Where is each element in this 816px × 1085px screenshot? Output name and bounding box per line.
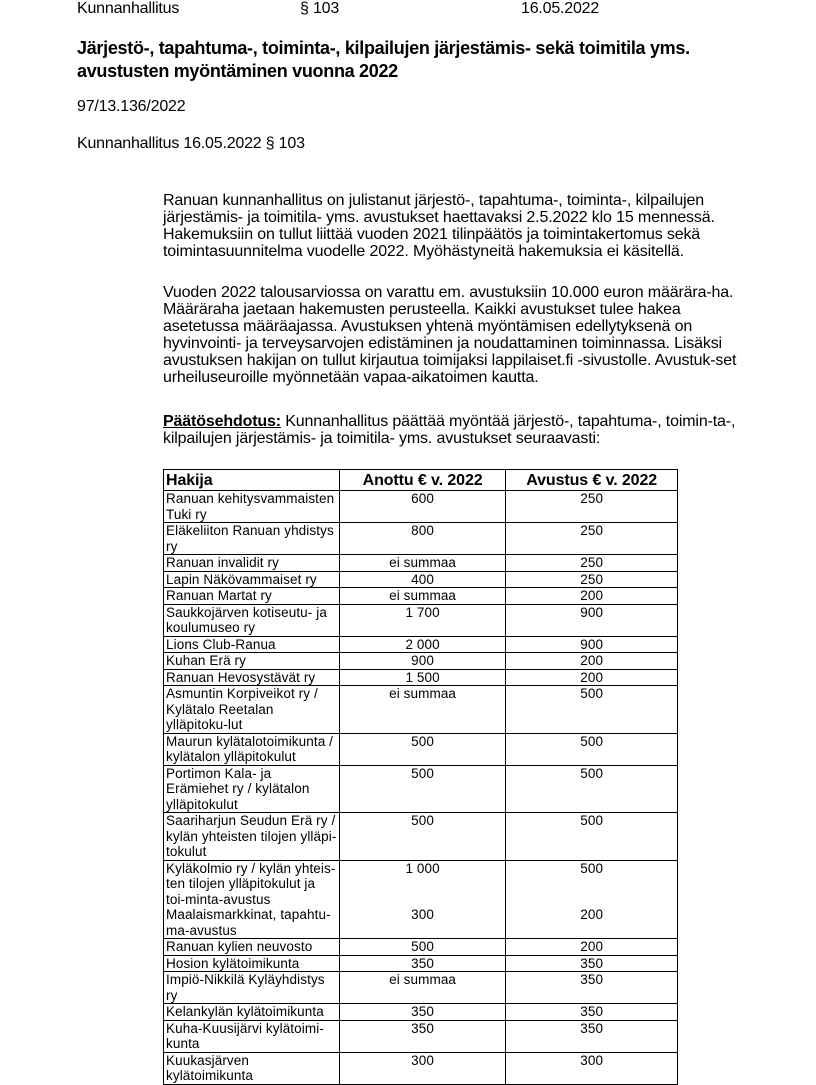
granted-cell <box>506 860 678 939</box>
table-row <box>164 571 678 588</box>
table-row <box>164 939 678 956</box>
requested-cell: 400 <box>339 571 506 588</box>
applicant-cell: Ranuan invalidit ry <box>164 555 340 572</box>
granted-cell: 300 <box>506 1052 678 1084</box>
granted-cell: 500 <box>506 813 678 861</box>
table-row <box>164 733 678 765</box>
requested-cell <box>339 860 506 939</box>
granted-cell: 200 <box>506 653 678 670</box>
requested-cell: ei summaa <box>339 972 506 1004</box>
requested-cell: 1 700 <box>339 604 506 636</box>
applicant-cell: Eläkeliiton Ranuan yhdistys ry <box>164 523 340 555</box>
granted-spacer <box>508 876 675 907</box>
applicant-cell: Saukkojärven kotiseutu- ja koulumuseo ry <box>164 604 340 636</box>
applicant-cell: Ranuan Hevosystävät ry <box>164 669 340 686</box>
proposal-text: Kunnanhallitus päättää myöntää järjestö-, tapahtuma-, toimin-ta-, kilpailujen järjestämis- ja toimitila- yms. avustukset seuraavasti: <box>163 413 736 447</box>
budget-paragraph: Vuoden 2022 talousarviossa on varattu em. avustuksiin 10.000 euron määrära-ha. Määräraha jaetaan hakemusten perusteella. Kaikki avustukset tulee hakea asetetussa määräajassa. Avustuksen yhtenä myöntämisen edellytyksenä on hyvinvointi- ja terveysarvojen edistäminen ja noudattaminen toiminnassa. Lisäksi avustuksen hakijan on tullut kirjautua toimijaksi lappilaiset.fi -sivustolle. Avustuk-set urheiluseuroille myönnetään vapaa-aikatoimen kautta. <box>163 284 737 386</box>
granted-cell: 200 <box>506 588 678 605</box>
requested-cell: ei summaa <box>339 686 506 734</box>
requested-sub: 300 <box>411 907 434 922</box>
granted-cell: 350 <box>506 1020 678 1052</box>
table-row <box>164 860 678 939</box>
table-row <box>164 588 678 605</box>
intro-paragraph: Ranuan kunnanhallitus on julistanut järjestö-, tapahtuma-, toiminta-, kilpailujen järjestämis- ja toimitila- yms. avustukset haettavaksi 2.5.2022 klo 15 mennessä. Hakemuksiin on tullut liittää vuoden 2021 tilinpäätös ja toimintakertomus sekä toimintasuunnitelma vuodelle 2022. Myöhästyneitä hakemuksia ei käsitellä. <box>163 192 715 260</box>
column-header-applicant: Hakija <box>164 470 340 491</box>
applicant-cell: Maurun kylätalotoimikunta / kylätalon ylläpitokulut <box>164 733 340 765</box>
applicant-cell: Kuha-Kuusijärvi kylätoimi-kunta <box>164 1020 340 1052</box>
requested-cell: 500 <box>339 813 506 861</box>
table-row <box>164 1020 678 1052</box>
table-row <box>164 972 678 1004</box>
table-row <box>164 653 678 670</box>
granted-cell: 500 <box>506 733 678 765</box>
applicant-cell: Ranuan Martat ry <box>164 588 340 605</box>
granted-cell: 900 <box>506 636 678 653</box>
grants-table <box>163 469 678 1085</box>
granted-cell: 500 <box>506 765 678 813</box>
applicant-cell: Impiö-Nikkilä Kyläyhdistys ry <box>164 972 340 1004</box>
requested-cell: 2 000 <box>339 636 506 653</box>
requested-cell: 600 <box>339 491 506 523</box>
granted-sub: 200 <box>580 907 604 922</box>
granted-cell: 350 <box>506 1004 678 1021</box>
requested-cell: 500 <box>339 939 506 956</box>
granted-cell: 200 <box>506 939 678 956</box>
applicant-cell: Kuhan Erä ry <box>164 653 340 670</box>
applicant-cell: Kuukasjärven kylätoimikunta <box>164 1052 340 1084</box>
meeting-reference: Kunnanhallitus 16.05.2022 § 103 <box>77 135 305 152</box>
requested-cell: 300 <box>339 1052 506 1084</box>
table-row <box>164 686 678 734</box>
table-row <box>164 523 678 555</box>
proposal-label: Päätösehdotus: <box>163 413 281 430</box>
granted-cell: 350 <box>506 972 678 1004</box>
granted-cell: 250 <box>506 571 678 588</box>
granted-cell: 500 <box>506 686 678 734</box>
applicant-cell: Saariharjun Seudun Erä ry / kylän yhteisten tilojen ylläpi-tokulut <box>164 813 340 861</box>
applicant-cell: Ranuan kehitysvammaisten Tuki ry <box>164 491 340 523</box>
applicant-sub: Maalaismarkkinat, tapahtu-ma-avustus <box>166 907 331 938</box>
table-row <box>164 813 678 861</box>
table-row <box>164 1052 678 1084</box>
proposal-paragraph <box>163 413 743 447</box>
column-header-granted: Avustus € v. 2022 <box>506 470 678 491</box>
table-row <box>164 955 678 972</box>
granted-main: 500 <box>580 860 604 876</box>
header-date: 16.05.2022 <box>521 0 600 17</box>
requested-cell: 800 <box>339 523 506 555</box>
granted-cell: 900 <box>506 604 678 636</box>
table-row <box>164 555 678 572</box>
granted-cell: 250 <box>506 523 678 555</box>
granted-cell: 250 <box>506 491 678 523</box>
table-row <box>164 765 678 813</box>
requested-cell: 900 <box>339 653 506 670</box>
table-row <box>164 669 678 686</box>
table-row <box>164 1004 678 1021</box>
table-row <box>164 636 678 653</box>
applicant-cell: Portimon Kala- ja Erämiehet ry / kylätalon ylläpitokulut <box>164 765 340 813</box>
granted-cell: 200 <box>506 669 678 686</box>
applicant-cell: Asmuntin Korpiveikot ry / Kylätalo Reetalan ylläpitoku-lut <box>164 686 340 734</box>
applicant-cell: Hosion kylätoimikunta <box>164 955 340 972</box>
requested-cell: ei summaa <box>339 588 506 605</box>
header-body-name: Kunnanhallitus <box>77 0 180 17</box>
requested-cell: 1 500 <box>339 669 506 686</box>
requested-main: 1 000 <box>405 860 440 876</box>
applicant-cell: Lions Club-Ranua <box>164 636 340 653</box>
table-row <box>164 491 678 523</box>
requested-cell: 500 <box>339 733 506 765</box>
requested-cell: ei summaa <box>339 555 506 572</box>
document-title: Järjestö-, tapahtuma-, toiminta-, kilpailujen järjestämis- sekä toimitila yms. avustusten myöntäminen vuonna 2022 <box>77 38 690 81</box>
requested-spacer <box>342 876 504 907</box>
granted-cell: 250 <box>506 555 678 572</box>
applicant-main: Kyläkolmio ry / kylän yhteis-ten tilojen ylläpitokulut ja toi-minta-avustus <box>166 860 336 907</box>
column-header-requested: Anottu € v. 2022 <box>339 470 506 491</box>
table-row <box>164 604 678 636</box>
requested-cell: 350 <box>339 1004 506 1021</box>
applicant-cell: Lapin Näkövammaiset ry <box>164 571 340 588</box>
header-section-number: § 103 <box>300 0 340 17</box>
applicant-cell: Kelankylän kylätoimikunta <box>164 1004 340 1021</box>
granted-cell: 350 <box>506 955 678 972</box>
table-header-row <box>164 470 678 491</box>
requested-cell: 500 <box>339 765 506 813</box>
applicant-cell: Ranuan kylien neuvosto <box>164 939 340 956</box>
requested-cell: 350 <box>339 955 506 972</box>
document-number: 97/13.136/2022 <box>77 98 186 115</box>
applicant-cell <box>164 860 340 939</box>
requested-cell: 350 <box>339 1020 506 1052</box>
